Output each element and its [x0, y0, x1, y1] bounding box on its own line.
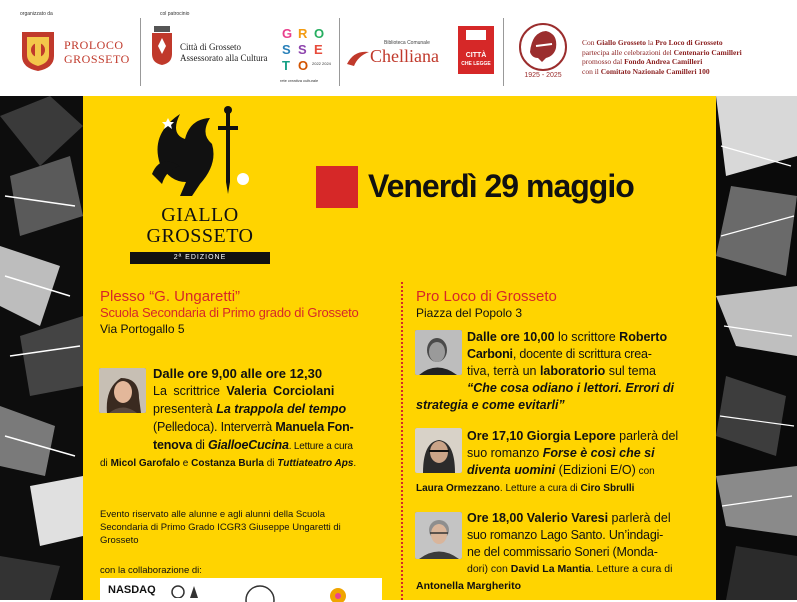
partner-flower-icon [326, 582, 350, 602]
date-heading: Venerdì 29 maggio [368, 168, 634, 204]
event-line: Antonella Margherito [416, 580, 522, 592]
event-desc-line: tenova di GialloeCucina. Letture a cura [153, 438, 353, 452]
abstract-photo-icon [716, 96, 797, 600]
venue-title: Plesso “G. Ungaretti” [100, 288, 241, 305]
event-desc-line: (Pelledoca). Interverrà Manuela Fon- [153, 420, 354, 434]
proloco-logo [18, 28, 138, 74]
event-line: Ore 17,10 Giorgia Lepore parlerà del [467, 429, 679, 443]
divider [503, 18, 504, 86]
event-line: suo romanzo Lago Santo. Un’indagi- [467, 528, 664, 542]
comune-dept: Assessorato alla Cultura [180, 53, 268, 63]
venue-title: Pro Loco di Grosseto [416, 288, 557, 305]
author-photo [415, 428, 462, 473]
event-desc-line: presenterà La trappola del tempo [153, 402, 347, 416]
nasdaq-logo: NASDAQ [108, 584, 156, 596]
event-line: “Che cosa odiano i lettori. Errori di [467, 381, 674, 395]
event-time: Dalle ore 9,00 alle ore 12,30 [153, 366, 323, 381]
person-portrait-icon [415, 330, 462, 375]
partner-seal-icon [240, 582, 280, 602]
logo-letter: R [298, 26, 308, 41]
logo-title-line2: GROSSETO [146, 225, 254, 247]
griffin-sword-icon [140, 104, 260, 204]
centenary-text: Con Giallo Grosseto la Pro Loco di Grosseto partecipa alle celebrazioni del Centenario Camilleri promosso dal Fondo Andrea Camilleri con il Comitato Nazionale Camilleri 100 [582, 38, 742, 76]
logo-letter: T [282, 58, 290, 73]
event-note-line: Evento riservato alle alunne e agli alunni della Scuola [100, 509, 325, 520]
proloco-city: GROSSETO [64, 52, 130, 66]
patronage-label: col patrocinio [160, 11, 190, 17]
citta-che-legge-logo [458, 26, 494, 74]
date-marker [316, 166, 358, 208]
chelliana-subtitle: Biblioteca Comunale [384, 40, 430, 46]
logo-tagline: rete creativa culturale [280, 78, 319, 83]
divider [140, 18, 141, 86]
logo-line: CHE LEGGE [461, 61, 491, 67]
person-portrait-icon [415, 428, 462, 473]
years-label: 1925 - 2025 [524, 72, 562, 79]
city-crest-icon [150, 26, 174, 66]
proloco-name: PROLOCO [64, 38, 124, 52]
event-line: Ore 18,00 Valerio Varesi parlerà del [467, 511, 671, 525]
event-line: dori) con David La Mantia. Letture a cura di [467, 563, 673, 575]
logo-letter: S [298, 42, 307, 57]
event-line: tiva, terrà un laboratorio sul tema [467, 364, 656, 378]
event-line: diventa uomini (Edizioni E/O) con [467, 463, 655, 477]
abstract-photo-icon [0, 96, 83, 600]
logo-years: 2022 2024 [312, 61, 331, 66]
divider [339, 18, 340, 86]
collaboration-label: con la collaborazione di: [100, 565, 202, 576]
logo-line: CITTÀ [465, 52, 487, 59]
author-photo [99, 368, 146, 413]
author-photo [415, 330, 462, 375]
grosseto-creative-logo [280, 26, 336, 88]
proloco-crest-icon [18, 28, 58, 72]
venue-school: Scuola Secondaria di Primo grado di Grosseto [100, 305, 359, 320]
event-line: Dalle ore 10,00 lo scrittore Roberto [467, 330, 668, 344]
author-photo [415, 512, 462, 559]
left-photo-strip [0, 96, 83, 600]
event-line: suo romanzo Forse è così che si [467, 446, 655, 460]
event-note-line: Secondaria di Primo Grado ICGR3 Giuseppe Ungaretti di [100, 522, 341, 533]
person-portrait-icon [415, 512, 462, 559]
logo-title-line1: GIALLO [161, 204, 239, 226]
logo-letter: E [314, 42, 323, 57]
chelliana-name: Chelliana [370, 46, 439, 66]
chelliana-logo [346, 40, 442, 74]
right-photo-strip [716, 96, 797, 600]
event-line: strategia e come evitarli” [416, 398, 565, 412]
camilleri-portrait-icon [512, 22, 574, 72]
logo-letter: O [314, 26, 325, 41]
collaboration-logos [100, 578, 382, 600]
logo-letter: S [282, 42, 291, 57]
giallo-grosseto-logo [120, 104, 280, 264]
event-note-line: Grosseto [100, 535, 139, 546]
logo-letter: O [298, 58, 309, 73]
person-portrait-icon [99, 368, 146, 413]
organized-by-label: organizzato da [20, 11, 53, 17]
event-line: Laura Ormezzano. Letture a cura di Ciro Sbrulli [416, 483, 635, 494]
event-line: Carboni, docente di scrittura crea- [467, 347, 652, 361]
event-desc-line: di Micol Garofalo e Costanza Burla di Tuttiateatro Aps. [100, 458, 357, 469]
swoosh-icon [346, 48, 370, 68]
camilleri-centenary-logo [512, 22, 574, 86]
event-line: ne del commissario Soneri (Monda- [467, 545, 658, 559]
column-divider [401, 282, 403, 600]
comune-name: Città di Grosseto [180, 42, 241, 52]
edition-badge: 2ª EDIZIONE [130, 252, 270, 264]
sponsor-bar [0, 0, 797, 96]
logo-letter: G [282, 26, 293, 41]
venue-address: Piazza del Popolo 3 [416, 306, 523, 320]
venue-address: Via Portogallo 5 [100, 322, 185, 336]
partner-emblem-icon [170, 582, 200, 598]
comune-logo [150, 26, 275, 76]
event-desc-line: La scrittrice Valeria Corciolani [153, 384, 335, 398]
